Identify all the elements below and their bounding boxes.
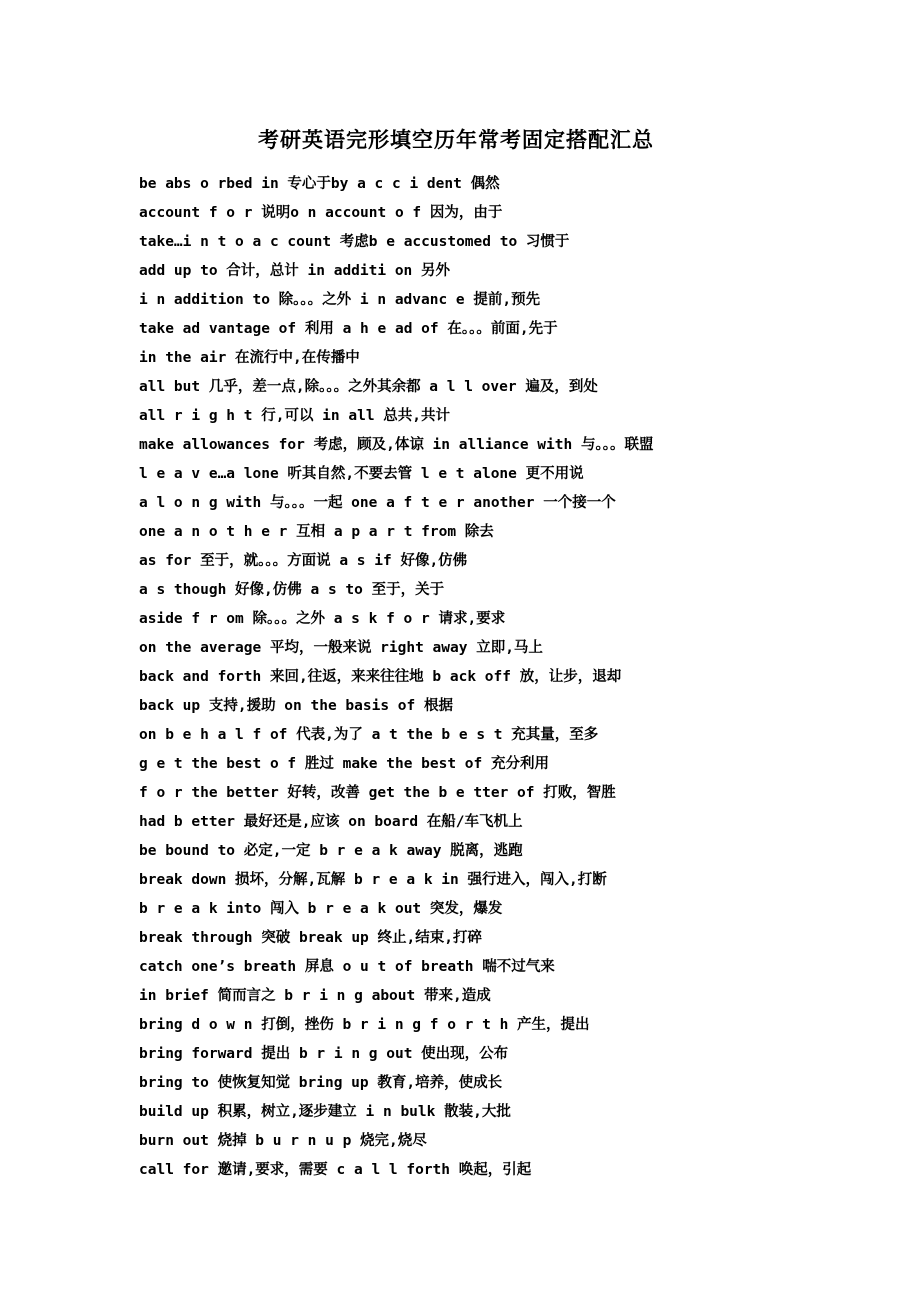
phrase-entry: a l o n g with 与。。。一起 one a f t e r another 一个接一个 (139, 495, 616, 511)
phrase-entry: be bound to 必定,一定 b r e a k away 脱离，逃跑 (139, 843, 523, 859)
phrase-entry: break down 损坏，分解,瓦解 b r e a k in 强行进入，闯入,打断 (139, 872, 607, 888)
phrase-entry: catch one’s breath 屏息 o u t of breath 喘不过气来 (139, 959, 555, 975)
phrase-entry: bring to 使恢复知觉 bring up 教育,培养，使成长 (139, 1075, 503, 1091)
phrase-entry: as for 至于，就。。。方面说 a s if 好像,仿佛 (139, 553, 468, 569)
phrase-entry: a s though 好像,仿佛 a s to 至于，关于 (139, 582, 445, 598)
phrase-entry: on the average 平均，一般来说 right away 立即,马上 (139, 640, 543, 656)
phrase-entry: all but 几乎，差一点,除。。。之外其余都 a l l over 遍及，到处 (139, 379, 598, 395)
phrase-entry: take…i n t o a c count 考虑b e accustomed to 习惯于 (139, 234, 570, 250)
phrase-entry: l e a v e…a lone 听其自然,不要去管 l e t alone 更不用说 (139, 466, 584, 482)
phrase-entry: f o r the better 好转，改善 get the b e tter of 打败，智胜 (139, 785, 616, 801)
phrase-entry: back and forth 来回,往返，来来往往地 b ack off 放，让步，退却 (139, 669, 622, 685)
phrase-entry: add up to 合计，总计 in additi on 另外 (139, 263, 451, 279)
phrase-entry: had b etter 最好还是,应该 on board 在船/车飞机上 (139, 814, 523, 830)
document-title: 考研英语完形填空历年常考固定搭配汇总 (258, 128, 654, 152)
phrase-entry: back up 支持,援助 on the basis of 根据 (139, 698, 453, 714)
phrase-entry: burn out 烧掉 b u r n u p 烧完,烧尽 (139, 1133, 427, 1149)
phrase-entry: one a n o t h e r 互相 a p a r t from 除去 (139, 524, 494, 540)
phrase-entry: in the air 在流行中,在传播中 (139, 350, 360, 366)
phrase-list (139, 170, 879, 1185)
phrase-entry: call for 邀请,要求，需要 c a l l forth 唤起，引起 (139, 1162, 532, 1178)
phrase-entry: take ad vantage of 利用 a h e ad of 在。。。前面,先于 (139, 321, 558, 337)
phrase-entry: on b e h a l f of 代表,为了 a t the b e s t 充其量，至多 (139, 727, 599, 743)
phrase-entry: in brief 简而言之 b r i n g about 带来,造成 (139, 988, 491, 1004)
phrase-entry: break through 突破 break up 终止,结束,打碎 (139, 930, 482, 946)
phrase-entry: make allowances for 考虑，顾及,体谅 in alliance with 与。。。联盟 (139, 437, 654, 453)
phrase-entry: bring d o w n 打倒，挫伤 b r i n g f o r t h 产生，提出 (139, 1017, 590, 1033)
phrase-entry: bring forward 提出 b r i n g out 使出现，公布 (139, 1046, 509, 1062)
phrase-entry: i n addition to 除。。。之外 i n advanc e 提前,预先 (139, 292, 541, 308)
phrase-entry: g e t the best o f 胜过 make the best of 充分利用 (139, 756, 549, 772)
phrase-entry: account f o r 说明o n account o f 因为，由于 (139, 205, 503, 221)
phrase-entry: build up 积累，树立,逐步建立 i n bulk 散装,大批 (139, 1104, 511, 1120)
phrase-entry: all r i g h t 行,可以 in all 总共,共计 (139, 408, 451, 424)
phrase-entry: be abs o rbed in 专心于by a c c i dent 偶然 (139, 176, 500, 192)
phrase-entry: b r e a k into 闯入 b r e a k out 突发，爆发 (139, 901, 503, 917)
phrase-entry: aside f r om 除。。。之外 a s k f o r 请求,要求 (139, 611, 506, 627)
